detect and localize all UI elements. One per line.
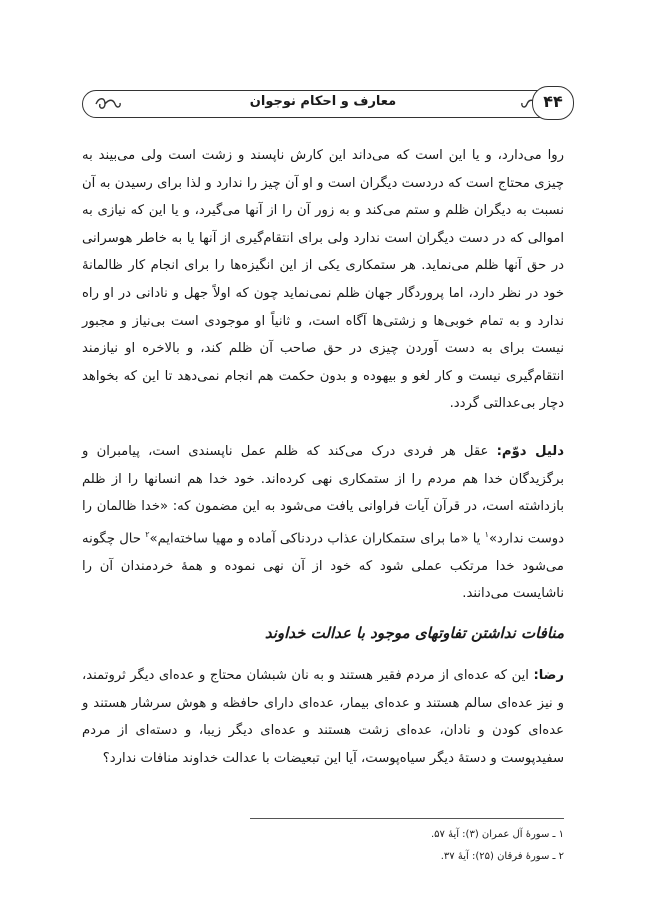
- paragraph-2-text-a: عقل هر فردی درک می‌کند که ظلم عمل ناپسندی است، پیامبران و برگزیدگان خدا هم مردم را از ستمکاری نهی کرده‌اند. خود خدا هم انسانها را از ظلم بازداشته است، در قرآن آیات فراوانی یافت می‌شود به این مضمون که: «خدا ظالمان را دوست ندارد»: [82, 444, 565, 547]
- ornament-left-icon: [93, 96, 123, 112]
- header-title: معارف و احکام نوجوان: [249, 94, 397, 109]
- paragraph-3-text: این که عده‌ای از مردم فقیر هستند و به نان شبشان محتاج و عده‌ای دیگر ثروتمند، و نیز عده‌ای سالم هستند و عده‌ای بیمار، عده‌ای دارای حافظه و هوش سرشار هستند و عده‌ای کودن و نادان، عده‌ای زشت هستند و عده‌ای دیگر زیبا، و دسته‌ای از مردم سفیدپوست و دستهٔ دیگر سیاه‌پوست، آیا این تبعیضات با عدالت خداوند منافات ندارد؟: [82, 668, 564, 766]
- footnote-ref-2: ۲: [145, 529, 150, 539]
- footnote-1: ۱ ـ سورهٔ آل عمران (۳): آیهٔ ۵۷.: [430, 829, 564, 840]
- footnote-2: ۲ ـ سورهٔ فرقان (۲۵): آیهٔ ۳۷.: [440, 851, 564, 862]
- paragraph-3: [82, 662, 564, 772]
- page-number: ۴۴: [532, 86, 574, 120]
- paragraph-3-lead: رضا:: [533, 668, 564, 683]
- footnote-divider: [250, 818, 564, 819]
- paragraph-1: روا می‌دارد، و یا این است که می‌داند این کارش ناپسند و زشت است ولی می‌بیند به چیزی محتاج است که دردست دیگران است و او آن چیز را ندارد و لذا برای رسیدن به آن نسبت به دیگران ظلم و ستم می‌کند و به زور آن را از آنها می‌گیرد، و یا این که نیازی به اموالی که در دست دیگران است ندارد ولی برای انتقام‌گیری از آنها یا به خاطر هوسرانی در حق آنها ظلم می‌نماید. هر ستمکاری یکی از این انگیزه‌ها را برای انجام کار ظالمانهٔ خود در نظر دارد، اما پروردگار جهان ظلم نمی‌نماید چون که اولاً جهل و نادانی در او راه ندارد و به تمام خوبی‌ها و زشتی‌ها آگاه است، و ثانیاً او موجودی است بی‌نیاز و مجبور نیست برای به دست آوردن چیزی در حق صاحب آن ظلم کند، و بالاخره او نیازمند انتقام‌گیری نیست و کار لغو و بیهوده و بدون حکمت هم انجام نمی‌دهد تا این که بخواهد دچار بی‌عدالتی گردد.: [82, 148, 564, 412]
- paragraph-2: [82, 438, 564, 608]
- paragraph-2-lead: دلیل دوّم:: [496, 444, 564, 459]
- running-header: [82, 90, 564, 118]
- paragraph-2-text-c: حال چگونه می‌شود خدا مرتکب عملی شود که خود از آن نهی نموده و همهٔ خردمندان آن را ناشایست می‌دانند.: [82, 531, 564, 602]
- paragraph-2-text-b: یا «ما برای ستمکاران عذاب دردناکی آماده و مهیا ساخته‌ایم»: [149, 531, 485, 547]
- section-title: منافات نداشتن تفاوتهای موجود با عدالت خداوند: [264, 624, 564, 642]
- footnote-ref-1: ۱: [484, 529, 489, 539]
